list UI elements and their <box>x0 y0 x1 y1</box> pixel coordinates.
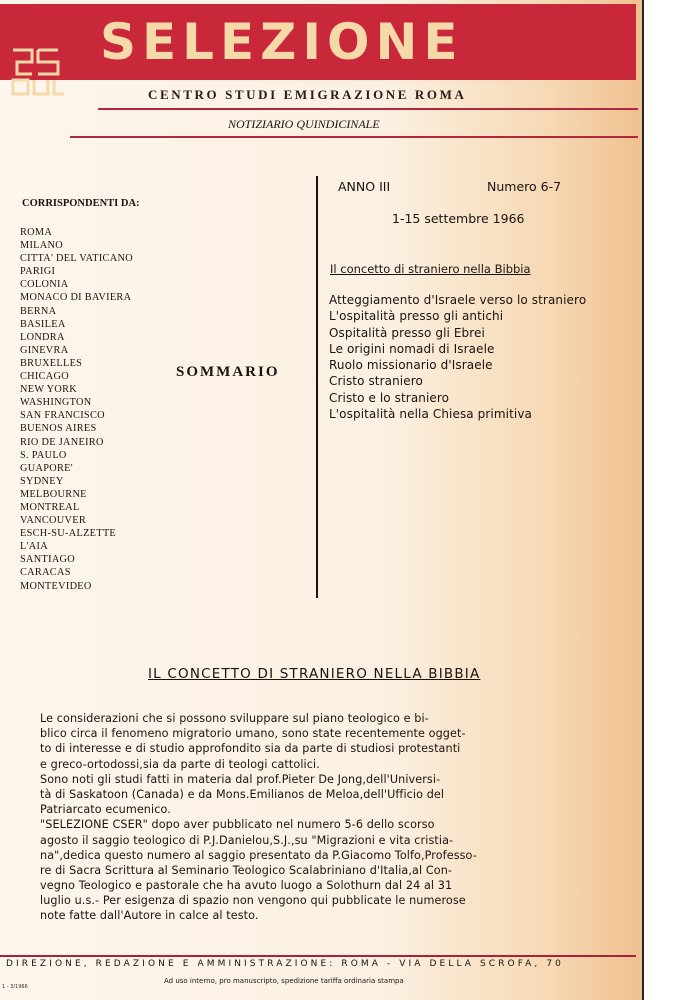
article-line: tà di Saskatoon (Canada) e da Mons.Emilianos de Meloa,dell'Ufficio del <box>40 787 445 801</box>
footer-note: Ad uso interno, pro manuscripto, spedizione tariffa ordinaria stampa <box>164 977 404 985</box>
footer-code: 1 - 3/1966 <box>2 984 28 990</box>
column-divider <box>316 176 318 598</box>
article-line: luglio u.s.- Per esigenza di spazio non vengono qui pubblicate le numerose <box>40 894 466 908</box>
toc-item: Cristo straniero <box>329 374 423 389</box>
center-name: CENTRO STUDI EMIGRAZIONE ROMA <box>148 87 467 102</box>
city-item: BRUXELLES <box>20 357 83 369</box>
correspondents-title: CORRISPONDENTI DA: <box>22 198 140 209</box>
toc-item: Le origini nomadi di Israele <box>329 341 495 356</box>
page-edge <box>642 0 644 1000</box>
masthead-rule-bottom <box>70 136 638 138</box>
city-item: ROMA <box>20 227 53 238</box>
city-item: BASILEA <box>20 318 66 330</box>
article-line: Sono noti gli studi fatti in materia dal prof.Pieter De Jong,dell'Universi- <box>40 772 441 786</box>
toc-item: Ruolo missionario d'Israele <box>329 358 493 373</box>
article-line: to di interesse e di studio approfondito sia da parte di studiosi protestanti <box>40 742 461 756</box>
article-line: note fatte dall'Autore in calce al testo. <box>40 909 259 923</box>
article-line: na",dedica questo numero al saggio presentato da P.Giacomo Tolfo,Professo- <box>40 848 477 862</box>
city-item: RIO DE JANEIRO <box>20 436 104 448</box>
city-item: MONACO DI BAVIERA <box>20 292 132 304</box>
article-line: agosto il saggio teologico di P.J.Danielou,S.J.,su "Migrazioni e vita cristia- <box>40 833 454 847</box>
toc-list <box>329 292 586 422</box>
article-line: Le considerazioni che si possono sviluppare sul piano teologico e bi- <box>40 712 429 725</box>
city-item: WASHINGTON <box>20 397 92 409</box>
issue-year: ANNO III <box>338 179 391 194</box>
masthead-rule-top <box>98 108 638 110</box>
toc-item: L'ospitalità presso gli antichi <box>329 309 504 324</box>
city-item: VANCOUVER <box>20 515 87 527</box>
toc-heading: Il concetto di straniero nella Bibbia <box>330 262 531 276</box>
toc-item: Cristo e lo straniero <box>329 390 450 405</box>
article-line: Patriarcato ecumenico. <box>40 803 171 817</box>
sommario-label: SOMMARIO <box>176 364 280 380</box>
toc-item: L'ospitalità nella Chiesa primitiva <box>329 407 532 422</box>
city-item: MELBOURNE <box>20 488 87 500</box>
article-line: vegno Teologico e pastorale che ha avuto luogo a Solothurn dal 24 al 31 <box>40 879 453 893</box>
issue-date: 1-15 settembre 1966 <box>392 211 525 226</box>
city-item: LONDRA <box>20 331 65 343</box>
city-item: BUENOS AIRES <box>20 423 97 435</box>
correspondents-list <box>20 226 133 593</box>
city-item: L'AIA <box>20 541 48 553</box>
city-item: CHICAGO <box>20 371 70 383</box>
city-item: SANTIAGO <box>20 554 76 566</box>
city-item: CARACAS <box>20 567 71 579</box>
city-item: BERNA <box>20 305 57 317</box>
cser-logo-icon <box>8 44 66 98</box>
article-title: IL CONCETTO DI STRANIERO NELLA BIBBIA <box>148 666 481 682</box>
article-body <box>40 711 477 924</box>
city-item: COLONIA <box>20 279 69 291</box>
city-item: SAN FRANCISCO <box>20 410 105 422</box>
city-item: GUAPORE' <box>20 462 73 474</box>
city-item: PARIGI <box>20 266 56 278</box>
footer-address: DIREZIONE, REDAZIONE E AMMINISTRAZIONE: ROMA - VIA DELLA SCROFA, 70 <box>6 959 565 969</box>
article-line: e greco-ortodossi,sia da parte di teologi cattolici. <box>40 757 320 771</box>
article-line: blico circa il fenomeno migratorio umano, sono state recentemente ogget- <box>40 727 466 741</box>
scan-margin <box>644 0 677 1000</box>
city-item: ESCH-SU-ALZETTE <box>20 528 117 540</box>
footer-rule <box>0 955 636 957</box>
city-item: NEW YORK <box>20 384 78 396</box>
masthead-title: SELEZIONE <box>100 13 464 71</box>
toc-item: Ospitalità presso gli Ebrei <box>329 325 485 340</box>
city-item: MILANO <box>20 240 63 252</box>
city-item: SYDNEY <box>20 475 64 487</box>
city-item: CITTA' DEL VATICANO <box>20 253 133 265</box>
newsletter-subtitle: NOTIZIARIO QUINDICINALE <box>228 117 380 131</box>
city-item: GINEVRA <box>20 344 69 356</box>
article-line: re di Sacra Scrittura al Seminario Teologico Scalabriniano d'Italia,al Con- <box>40 863 453 877</box>
city-item: S. PAULO <box>20 449 67 461</box>
issue-number: Numero 6-7 <box>487 179 562 194</box>
toc-item: Atteggiamento d'Israele verso lo straniero <box>329 293 587 307</box>
city-item: MONTREAL <box>20 501 80 513</box>
article-line: "SELEZIONE CSER" dopo aver pubblicato nel numero 5-6 dello scorso <box>40 818 435 832</box>
city-item: MONTEVIDEO <box>20 580 92 592</box>
